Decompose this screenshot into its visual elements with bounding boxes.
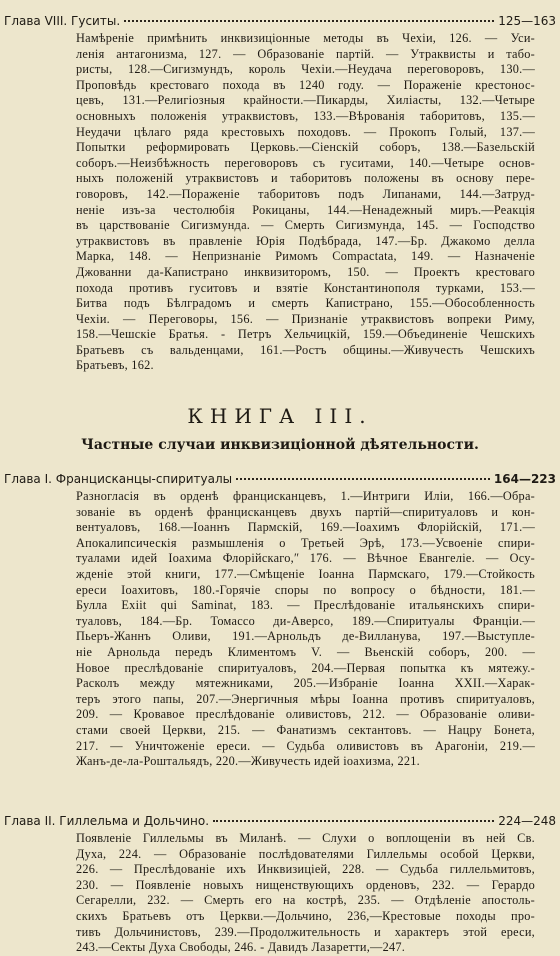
summary-line: ристы, 128.—Сигизмундъ, король Чехіи.—Неудача переговоровъ, 130.— [76, 62, 535, 77]
summary-line: цевъ, 131.—Религіозныя крайности.—Пикарды, Хиліасты, 132.—Четыре [76, 93, 535, 108]
summary-line: ленія антагонизма, 127. — Образованіе партій. — Утраквисты и табо- [76, 46, 535, 61]
summary-line: Братьевъ, 162. [76, 358, 154, 373]
summary-line: Чехіи. — Переговоры, 156. — Признаніе утраквистовъ вопреки Риму, [76, 311, 535, 326]
summary-line: Булла Exiit qui Saminat, 183. — Преслѣдованіе итальянскихъ спири- [76, 598, 535, 613]
summary-line: похода противъ гуситовъ и взятіе Константинополя турками, 153.— [76, 280, 535, 295]
summary-line: утраквистовъ въ правленіе Юрія Подѣбрада, 147.—Бр. Джакомо делла [76, 233, 535, 248]
summary-line: Разногласія въ орденѣ францисканцевъ, 1.—Интриги Иліи, 166.—Обра- [76, 489, 535, 503]
summary-line: въ царствованіе Сигизмунда. — Смерть Сигизмунда, 145. — Господство [76, 218, 535, 233]
chapter-1-pages: 164—223 [493, 472, 556, 486]
chapter-2-pages: 224—248 [498, 814, 556, 828]
chapter-2-heading [4, 814, 556, 828]
summary-line: туаловъ, 184.—Бр. Томассо ди-Аверсо, 189.—Спиритуалы Франціи.— [76, 613, 535, 628]
summary-line: Духа, 224. — Образованіе послѣдователями Гиллельмы особой Церкви, [76, 846, 535, 861]
summary-line: жденіе этой книги, 177.—Смѣщеніе Іоанна Пармскаго, 179.—Стойкость [76, 566, 535, 581]
chapter-8-pages: 125—163 [498, 14, 556, 28]
summary-line: 243.—Секты Духа Свободы, 246. - Давидъ Лазаретти,—247. [76, 940, 406, 955]
dot-leader [236, 478, 490, 480]
chapter-1-summary [76, 489, 535, 770]
summary-line: Появленіе Гиллельмы въ Миланѣ. — Слухи о воплощеніи въ ней Св. [76, 831, 535, 845]
summary-line: Расколъ между мятежниками, 205.—Избраніе Іоанна XXII.—Харак- [76, 676, 535, 691]
chapter-1-title: Глава I. Францисканцы-спиритуалы [4, 472, 233, 486]
summary-line: Апокалипсическія размышленія о Третьей Эрѣ, 173.—Усвоеніе спири- [76, 535, 535, 550]
chapter-8-summary [76, 31, 535, 374]
chapter-1-heading [4, 472, 556, 486]
chapter-8-title: Глава VIII. Гуситы. [4, 14, 121, 28]
summary-line: ніе Арнольда передъ Климентомъ V. — Вьенскій соборъ, 200. — [76, 644, 535, 659]
summary-line: 158.—Чешскіе Братья. - Петръ Хельчицкій, 159.—Объединеніе Чешскихъ [76, 327, 535, 342]
summary-line: Марка, 148. — Непризнаніе Римомъ Compactata, 149. — Назначеніе [76, 249, 535, 264]
summary-line: стами своей Церкви, 215. — Фанатизмъ сектантовъ. — Нацру Бонета, [76, 722, 535, 737]
summary-line: 226. — Преслѣдованіе ихъ Инквизиціей, 228. — Судьба гиллельмитовъ, [76, 862, 535, 877]
summary-line: теръ этого папы, 207.—Энергичныя мѣры Іоанна противъ спиритуаловъ, [76, 691, 535, 706]
summary-line: ереси Іоахитовъ, 180.-Горячіе споры по вопросу о бѣдности, 181.— [76, 582, 535, 597]
summary-line: 217. — Уничтоженіе ереси. — Судьба оливистовъ въ Арагоніи, 219.— [76, 738, 535, 753]
summary-line: 230. — Появленіе новыхъ нищенствующихъ орденовъ, 232. — Герардо [76, 877, 535, 892]
summary-line: Намѣреніе примѣнить инквизиціонные методы въ Чехіи, 126. — Уси- [76, 31, 535, 45]
summary-line: Джованни да-Капистрано инквизиторомъ, 150. — Проектъ крестоваго [76, 264, 535, 279]
summary-line: Новое преслѣдованіе спиритуаловъ, 204.—Первая попытка къ мятежу.- [76, 660, 535, 675]
book-subtitle: Частные случаи инквизиціонной дѣятельности. [81, 437, 479, 453]
summary-line: Пьеръ-Жаннъ Оливи, 191.—Арнольдъ де-Вилланува, 197.—Выступле- [76, 629, 535, 644]
dot-leader [124, 20, 494, 22]
summary-line: туалами идей Іоахима Флорійскаго,ʺ 176. — Вѣчное Евангеліе. — Осу- [76, 551, 535, 566]
summary-line: говоровъ, 142.—Пораженіе таборитовъ подъ Липанами, 144.—Затруд- [76, 186, 535, 201]
summary-line: Попытки реформировать Церковь.—Сіенскій соборъ, 138.—Базельскій [76, 140, 535, 155]
summary-line: 209. — Кровавое преслѣдованіе оливистовъ, 212. — Образованіе оливи- [76, 707, 535, 722]
summary-line: Неудачи цѣлаго ряда крестовыхъ походовъ. — Прокопъ Голый, 137.— [76, 124, 535, 139]
summary-line: ныхъ положеній утраквистовъ и таборитовъ положены въ основу пере- [76, 171, 535, 186]
summary-line: Братьевъ съ вальденцами, 161.—Ростъ общины.—Живучесть Чешскихъ [76, 342, 535, 357]
summary-line: Битва подъ Бѣлградомъ и смерть Капистрано, 155.—Обособленность [76, 296, 535, 311]
summary-line: вентуаловъ, 168.—Іоаннъ Пармскій, 169.—Іоахимъ Флорійскій, 171.— [76, 520, 535, 535]
summary-line: Проповѣдь крестоваго похода въ 1240 году. — Пораженіе крестонос- [76, 77, 535, 92]
chapter-8-heading [4, 14, 556, 28]
summary-line: Жанъ-де-ла-Роштальядъ, 220.—Живучесть идей іоахизма, 221. [76, 754, 420, 769]
summary-line: соборъ.—Неизбѣжность переговоровъ съ гуситами, 140.—Четыре основ- [76, 155, 535, 170]
chapter-2-title: Глава II. Гиллельма и Дольчино. [4, 814, 210, 828]
chapter-2-summary [76, 831, 535, 956]
summary-line: тивъ Дольчинистовъ, 239.—Продолжительность и характеръ этой ереси, [76, 924, 535, 939]
summary-line: Сегарелли, 232. — Смерть его на кострѣ, 235. — Отдѣленіе апостоль- [76, 893, 535, 908]
dot-leader [213, 820, 494, 822]
summary-line: основныхъ положенія утраквистовъ, 133.—Вѣрованія таборитовъ, 135.— [76, 108, 535, 123]
summary-line: неніе изъ-за честолюбія Рокицаны, 144.—Ненадежный миръ.—Реакція [76, 202, 535, 217]
summary-line: скихъ Братьевъ отъ Церкви.—Дольчино, 236,—Крестовые походы про- [76, 908, 535, 923]
book-title: КНИГА III. [187, 404, 373, 428]
summary-line: зованіе въ орденѣ францисканцевъ двухъ партій—спиритуаловъ и кон- [76, 504, 535, 519]
